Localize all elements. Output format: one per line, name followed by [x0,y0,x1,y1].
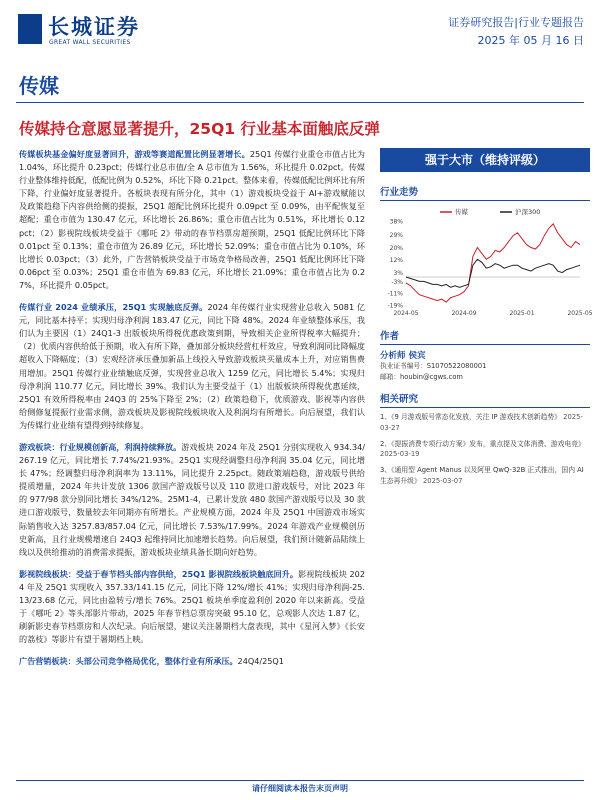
paragraph [19,301,365,432]
x-tick-label: 2025-01 [509,310,535,317]
paragraph-body: 游戏板块 2024 年及 25Q1 分别实现收入 934.34/267.19 亿元，同比增长 7.74%/21.93%。25Q1 实现经调整归母净利润 35.04 亿元，同比增长 47%；经调整归母净利润率为 13.11%，同比提升 2.25pct。随政策端趋稳，游戏版号供给提质增量，2024 年共计发放 1306 款国产游戏版号以及 110 款进口游戏版号，对比 2023 年的 977/98 款分别同比增长 34%/12%。25M1-4，已累计发放 480 款国产游戏版号以及 30 款进口游戏版号，数量较去年同期亦有所增长。产业规模方面，2024 年及 25Q1 中国游戏市场实际销售收入达 3257.83/857.04 亿元，同比增长 7.53%/17.99%。2024 年游戏产业规模创历史新高，且行业规模增速自 24Q3 起维持同比加速增长趋势。向后展望，我们预计随新品陆续上线以及供给推动的消费需求提振，游戏板块业绩具备长期向好趋势。 [19,441,365,557]
footer-disclaimer: 请仔细阅读本报告末页声明 [252,784,348,793]
legend-label: 沪深300 [515,208,541,216]
y-tick-label: -3% [391,278,403,286]
x-tick-label: 2024-09 [451,310,477,317]
paragraph-lead: 广告营销板块：头部公司竞争格局优化，整体行业有所承压。 [19,656,238,667]
y-tick-label: -19% [387,302,403,310]
series-line [406,224,580,302]
report-title: 传媒持仓意愿显著提升，25Q1 行业基本面触底反弹 [19,120,380,138]
report-type: 证券研究报告|行业专题报告 [448,16,584,29]
list-item[interactable] [380,412,590,434]
report-date: 2025 年 05 月 16 日 [477,34,584,47]
y-tick-label: 3% [393,270,403,278]
paragraph [19,568,365,647]
trend-chart [380,205,593,320]
y-tick-label: 29% [389,231,403,239]
related-date: 2025-03-27 [380,413,583,432]
y-tick-label: 12% [389,256,403,264]
paragraph-lead: 传媒板块基金偏好度显著回升，游戏等赛道配置比例显著增长。 [19,149,250,159]
related-date: 2025-03-19 [380,450,420,459]
related-text: 3、《通用型 Agent Manus 以及阿里 QwQ-32B 正式推出，国内 AI 生态再升级》 [380,466,584,485]
paragraph [19,441,365,559]
analyst-name: 分析师 侯宾 [380,351,426,361]
related-text: 2、《提振消费专项行动方案》发布，重点提及文体消费、游戏电竞》 [380,439,585,448]
paragraph [19,148,365,292]
legend-label: 传媒 [455,208,468,216]
trend-title: 行业走势 [380,184,590,201]
company-name-en: GREAT WALL SECURITIES [49,39,131,46]
paragraph-body: 24Q4/25Q1 [237,656,284,667]
header-divider [16,102,584,103]
sector-name: 传媒 [19,74,59,98]
company-name-cn: 长城证券 [48,15,140,39]
related-text: 1、《9 月游戏版号常态化发放，关注 IP 游戏技术创新趋势》 [380,413,561,421]
report-header [0,0,600,66]
analyst-email[interactable]: 邮箱：houbin@cgws.com [380,373,463,381]
footer-divider [16,780,584,781]
analyst-title: 作者 [380,328,590,345]
y-tick-label: 20% [389,245,403,253]
paragraph [19,655,365,668]
series-line [406,259,580,287]
main-body [19,148,365,677]
y-tick-label: -11% [387,290,403,298]
paragraph-lead: 游戏板块：行业规模创新高，利润持续释放。 [19,441,182,452]
paragraph-lead: 影视院线板块：受益于春节档头部内容供给，25Q1 影视院线板块触底回升。 [19,568,299,579]
paragraph-lead: 传媒行业 2024 业绩承压，25Q1 实现触底反弹。 [19,302,208,313]
sidebar [380,148,593,492]
related-date: 2025-03-07 [422,476,463,485]
paragraph-body: 25Q1 传媒行业重仓市值占比为 1.04%，环比提升 0.23pct；传媒行业总市值/全 A 总市值为 1.56%，环比提升 0.02pct。传媒行业整体维持低配，低配比例为 0.52%，环比下降 0.21pct。整体来看，传媒低配比例环比有所下降，行业偏好度显著提升。各板块表现有所分化，其中（1）游戏板块受益于 AI+游戏赋能以及政策趋稳下内容供给侧的提振，25Q1 超配比例环比提升 0.09pct 至 0.09%，由平配恢复至超配；重仓市值为 130.47 亿元，环比增长 26.86%；重仓市值占比为 0.51%，环比增长 0.12pct；（2）影视院线板块受益于《哪吒 2》带动的春节档票房超预期，25Q1 低配比例环比下降 0.01pct 至 0.13%；重仓市值为 26.89 亿元，环比增长 52.09%；重仓市值占比为 0.10%，环比增长 0.03pct；（3）此外，广告营销板块受益于市场竞争格局改善，25Q1 低配比例环比下降 0.06pct 至 0.03%；25Q1 重仓市值为 69.83 亿元，环比增长 21.09%；重仓市值占比为 0.27%，环比提升 0.05pct。 [19,149,365,290]
paragraph-body: 2024 年传媒行业实现营业总收入 5081 亿元，同比基本持平；实现归母净利润 183.47 亿元，同比下降 48%。2024 年业绩整体承压，我们认为主要因（1）24Q1-3 出版板块所得税优惠政策到期，导致相关企业所得税率大幅提升；（2）优质内容供给低于预期，收入有所下降，叠加部分板块经营杠杆效应，导致利润同比降幅度超收入下降幅度；（3）宏观经济承压叠加新品上线投入导致游戏板块买量成本上升，对应销售费用增加。25Q1 传媒行业业绩触底反弹，实现营业总收入 1259 亿元，同比增长 5.4%；实现归母净利润 110.77 亿元，同比增长 39%。我们认为主要受益于（1）出版板块所得税优惠延续，25Q1 有效所得税率由 24Q3 的 25%下降至 2%；（2）政策趋稳下，优质游戏、影视等内容供给侧修复提振行业需求侧，游戏板块及影视院线板块收入及利润均有所增长。向后展望，我们认为传媒行业业绩有望得到持续修复。 [19,302,366,430]
related-list [380,412,590,487]
company-logo-icon [18,14,42,44]
list-item[interactable] [380,465,590,487]
analyst-cert: 执业证书编号：S1070522080001 [380,362,487,370]
x-tick-label: 2024-05 [393,310,419,317]
paragraph-body: 影视院线板块 2024 年及 25Q1 实现收入 357.33/141.15 亿元，同比下降 12%/增长 41%；实现归母净利润-25.13/23.68 亿元，同比由盈转亏/增长 76%。25Q1 板块单季度盈利创 2020 年以来新高。受益于《哪吒 2》等头部影片带动，2025 年春节档总票房突破 95.10 亿，总观影人次达 1.87 亿，刷新影史春节档票房和人次纪录。向后展望，建议关注暑期档大盘表现，其中《星河入梦》《长安的荔枝》等影片有望于暑期档上映。 [19,568,365,645]
trend-chart-svg [380,205,593,320]
x-tick-label: 2025-05 [567,310,593,317]
y-tick-label: 38% [389,218,403,226]
list-item[interactable] [380,439,590,461]
related-title: 相关研究 [380,391,590,408]
rating-badge: 强于大市（维持评级） [380,148,590,172]
